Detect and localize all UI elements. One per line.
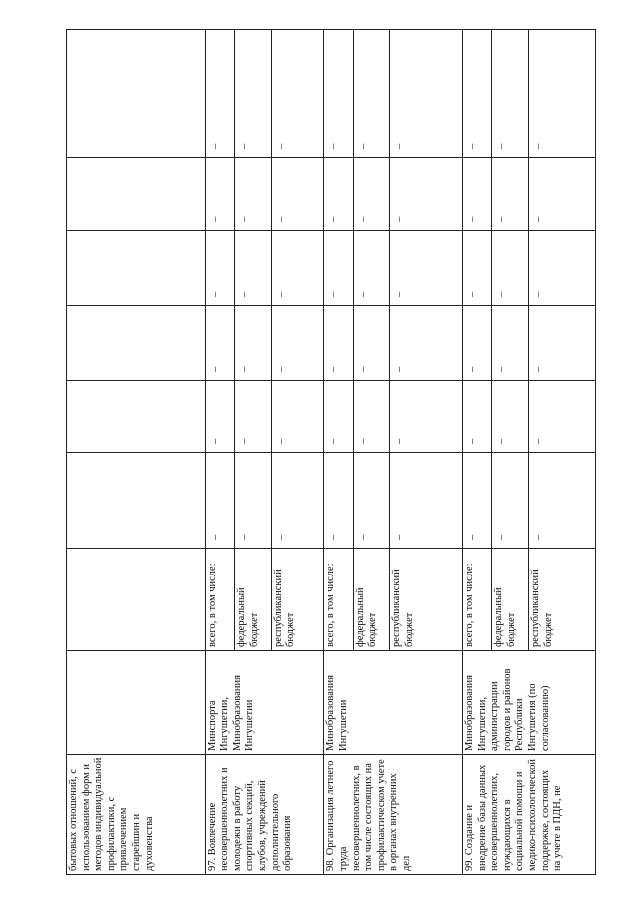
value-cell [67, 453, 206, 549]
value-cell: – [353, 231, 389, 306]
value-cell: – [463, 231, 492, 306]
value-cell [67, 381, 206, 453]
executor-cell [67, 651, 206, 755]
funding-source-cell: республиканский бюджет [390, 549, 463, 651]
value-cell: – [324, 306, 353, 381]
funding-source-cell [67, 549, 206, 651]
value-cell: – [528, 306, 595, 381]
value-cell: – [492, 381, 528, 453]
table-row [67, 30, 206, 875]
table-row [463, 30, 492, 875]
value-cell: – [271, 306, 324, 381]
value-cell: – [205, 453, 234, 549]
value-cell: – [205, 306, 234, 381]
value-cell [67, 231, 206, 306]
value-cell: – [235, 231, 271, 306]
value-cell: – [492, 30, 528, 158]
executor-cell: Минобразования Ингушетии [324, 651, 463, 755]
value-cell: – [353, 158, 389, 231]
value-cell: – [324, 453, 353, 549]
value-cell [67, 30, 206, 158]
value-cell: – [353, 306, 389, 381]
program-measures-table [66, 29, 596, 875]
value-cell: – [390, 30, 463, 158]
value-cell: – [463, 306, 492, 381]
funding-source-cell: всего, в том числе: [205, 549, 234, 651]
value-cell: – [271, 381, 324, 453]
value-cell: – [353, 381, 389, 453]
value-cell: – [324, 381, 353, 453]
value-cell: – [390, 231, 463, 306]
funding-source-cell: республиканский бюджет [271, 549, 324, 651]
value-cell: – [324, 158, 353, 231]
value-cell: – [205, 231, 234, 306]
value-cell: – [235, 30, 271, 158]
value-cell: – [390, 306, 463, 381]
value-cell: – [205, 381, 234, 453]
value-cell: – [492, 158, 528, 231]
executor-cell: Минспорта Ингушетии, Минобразования Ингушетии [205, 651, 324, 755]
table-body [67, 30, 596, 875]
value-cell: – [463, 30, 492, 158]
value-cell: – [353, 30, 389, 158]
rotated-page-content [66, 30, 596, 875]
value-cell: – [271, 231, 324, 306]
value-cell: – [235, 453, 271, 549]
value-cell: – [205, 30, 234, 158]
funding-source-cell: федеральный бюджет [353, 549, 389, 651]
value-cell: – [528, 381, 595, 453]
value-cell: – [324, 30, 353, 158]
funding-source-cell: республиканский бюджет [528, 549, 595, 651]
value-cell: – [492, 453, 528, 549]
event-cell: 99. Создание и внедрение базы данных несовершеннолетних, нуждающихся в социальной помощи и медико-психологической поддержке, состоящих на учете в ПДН, не [463, 755, 596, 875]
value-cell: – [463, 453, 492, 549]
value-cell: – [235, 158, 271, 231]
value-cell: – [528, 231, 595, 306]
value-cell: – [463, 381, 492, 453]
value-cell: – [528, 453, 595, 549]
value-cell: – [324, 231, 353, 306]
event-cell: 97. Вовлечение несовершеннолетних и молодежи в работу спортивных секций, клубов, учреждений дополнительного образования [205, 755, 324, 875]
funding-source-cell: всего, в том числе: [463, 549, 492, 651]
value-cell: – [271, 158, 324, 231]
funding-source-cell: федеральный бюджет [235, 549, 271, 651]
value-cell: – [390, 453, 463, 549]
executor-cell: Минобразования Ингушетии, администрации городов и районов Республики Ингушетия (по согласованию) [463, 651, 596, 755]
table-row [324, 30, 353, 875]
value-cell: – [390, 381, 463, 453]
value-cell: – [528, 30, 595, 158]
event-cell: бытовых отношений, с использованием форм и методов индивидуальной профилактики, с привлечением старейшин и духовенства [67, 755, 206, 875]
value-cell: – [271, 453, 324, 549]
value-cell: – [492, 231, 528, 306]
value-cell: – [205, 158, 234, 231]
value-cell: – [492, 306, 528, 381]
value-cell [67, 306, 206, 381]
value-cell: – [463, 158, 492, 231]
value-cell: – [271, 30, 324, 158]
value-cell: – [353, 453, 389, 549]
value-cell: – [235, 306, 271, 381]
table-row [205, 30, 234, 875]
value-cell: – [528, 158, 595, 231]
value-cell: – [390, 158, 463, 231]
value-cell [67, 158, 206, 231]
funding-source-cell: всего, в том числе: [324, 549, 353, 651]
event-cell: 98. Организация летнего труда несовершеннолетних, в том числе состоящих на профилактическом учете в органах внутренних дел [324, 755, 463, 875]
value-cell: – [235, 381, 271, 453]
funding-source-cell: федеральный бюджет [492, 549, 528, 651]
